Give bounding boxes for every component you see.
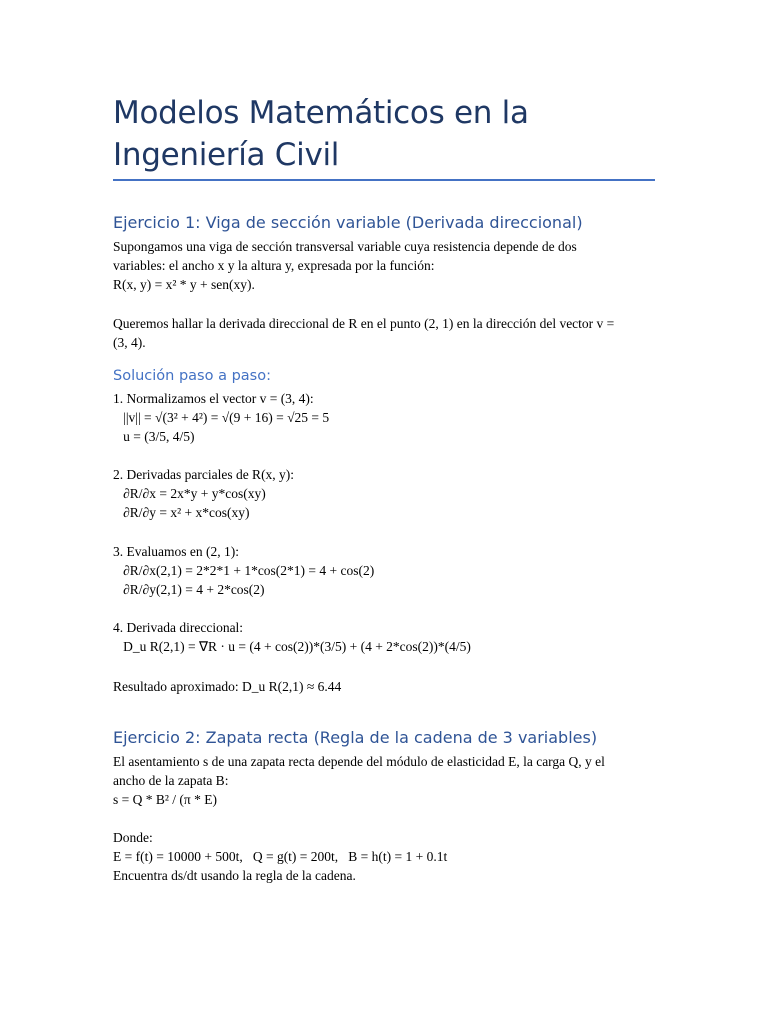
formula-line: D_u R(2,1) = ∇R · u = (4 + cos(2))*(3/5) + (4 + 2*cos(2))*(4/5) [113, 639, 471, 654]
text-line: Queremos hallar la derivada direccional de R en el punto (2, 1) en la dirección del vector v = [113, 316, 615, 331]
step-1 [113, 389, 655, 446]
solution-heading: Solución paso a paso: [113, 368, 271, 384]
formula-line: E = f(t) = 10000 + 500t, Q = g(t) = 200t, B = h(t) = 1 + 0.1t [113, 849, 448, 864]
title-underline [113, 179, 655, 181]
exercise-1-heading: Ejercicio 1: Viga de sección variable (Derivada direccional) [113, 213, 583, 232]
function-definition: R(x, y) = x² * y + sen(xy). [113, 277, 255, 292]
formula-line: ∂R/∂x = 2x*y + y*cos(xy) [113, 486, 266, 501]
text-line: variables: el ancho x y la altura y, expresada por la función: [113, 258, 435, 273]
step-title: 4. Derivada direccional: [113, 620, 244, 635]
step-title: 3. Evaluamos en (2, 1): [113, 544, 239, 559]
formula-line: ∂R/∂y(2,1) = 4 + 2*cos(2) [113, 582, 265, 597]
step-title: 1. Normalizamos el vector v = (3, 4): [113, 391, 314, 406]
formula-line: ∂R/∂x(2,1) = 2*2*1 + 1*cos(2*1) = 4 + cos(2) [113, 563, 375, 578]
exercise-2-where [113, 828, 655, 885]
text-line: Donde: [113, 830, 153, 845]
exercise-2-heading: Ejercicio 2: Zapata recta (Regla de la cadena de 3 variables) [113, 728, 598, 747]
step-title: 2. Derivadas parciales de R(x, y): [113, 467, 295, 482]
text-line: Supongamos una viga de sección transversal variable cuya resistencia depende de dos [113, 239, 577, 254]
text-line: El asentamiento s de una zapata recta depende del módulo de elasticidad E, la carga Q, y el [113, 754, 605, 769]
exercise-1-intro [113, 237, 655, 294]
formula-line: u = (3/5, 4/5) [113, 429, 195, 444]
text-line: (3, 4). [113, 335, 146, 350]
text-line: Encuentra ds/dt usando la regla de la cadena. [113, 868, 356, 883]
formula-line: ∂R/∂y = x² + x*cos(xy) [113, 505, 250, 520]
document-title: Modelos Matemáticos en la Ingeniería Civil [113, 95, 529, 173]
step-3 [113, 542, 655, 599]
formula-line: ||v|| = √(3² + 4²) = √(9 + 16) = √25 = 5 [113, 410, 330, 425]
formula-line: s = Q * B² / (π * E) [113, 792, 217, 807]
step-4 [113, 618, 655, 656]
exercise-1-goal [113, 314, 655, 352]
step-2 [113, 465, 655, 522]
result-line: Resultado aproximado: D_u R(2,1) ≈ 6.44 [113, 679, 342, 694]
exercise-2-intro [113, 752, 655, 809]
text-line: ancho de la zapata B: [113, 773, 229, 788]
